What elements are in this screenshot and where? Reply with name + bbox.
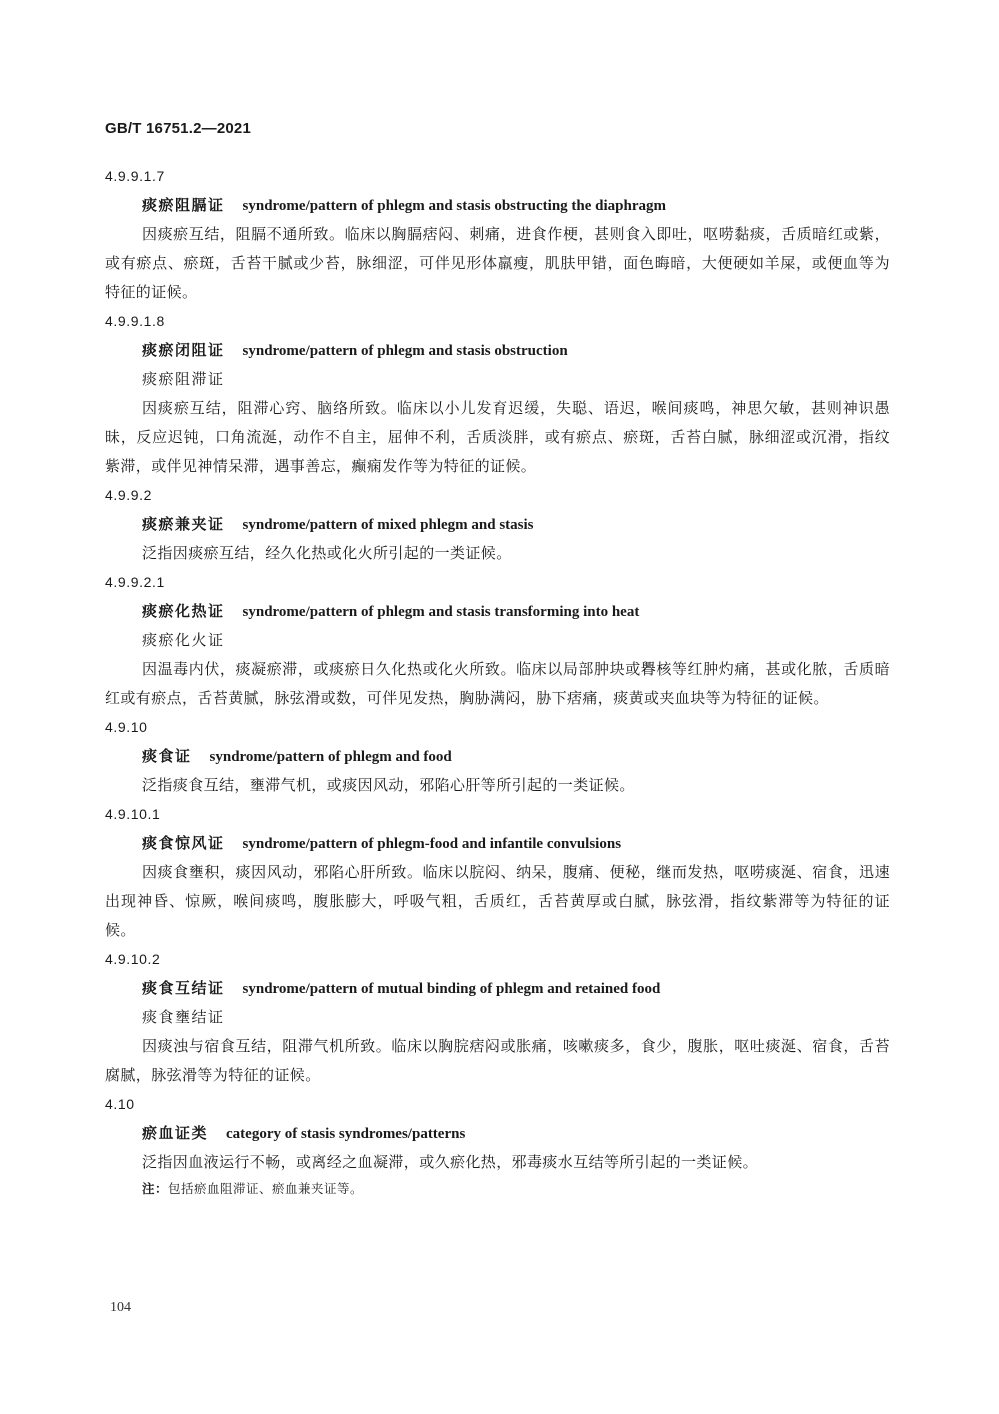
term-line [142, 597, 890, 626]
term-line [142, 974, 890, 1003]
term-chinese: 痰瘀兼夹证 [142, 515, 225, 533]
entry [105, 713, 890, 800]
page-number: 104 [110, 1300, 131, 1315]
term-line [142, 742, 890, 771]
definition: 泛指因血液运行不畅，或离经之血凝滞，或久瘀化热，邪毒痰水互结等所引起的一类证候。 [142, 1153, 759, 1171]
note [142, 1177, 890, 1201]
term-english: category of stasis syndromes/patterns [226, 1126, 466, 1142]
clause-number: 4.9.9.1.7 [105, 168, 165, 184]
term-english: syndrome/pattern of phlegm and food [209, 749, 452, 765]
synonym: 痰瘀阻滞证 [142, 370, 225, 388]
clause-number: 4.9.9.2.1 [105, 574, 165, 590]
definition: 泛指因痰瘀互结，经久化热或化火所引起的一类证候。 [142, 544, 512, 562]
entry [105, 1090, 890, 1201]
term-chinese: 瘀血证类 [142, 1124, 209, 1142]
clause-number: 4.9.10.1 [105, 806, 161, 822]
entry [105, 568, 890, 713]
term-chinese: 痰食互结证 [142, 979, 225, 997]
synonym: 痰瘀化火证 [142, 631, 225, 649]
clause-number: 4.9.9.1.8 [105, 313, 165, 329]
term-line [142, 1119, 890, 1148]
entry [105, 945, 890, 1090]
term-english: syndrome/pattern of mutual binding of phlegm and retained food [242, 981, 661, 997]
definition: 因痰浊与宿食互结，阻滞气机所致。临床以胸脘痞闷或胀痛，咳嗽痰多，食少，腹胀，呕吐痰涎、宿食，舌苔腐腻，脉弦滑等为特征的证候。 [105, 1037, 890, 1084]
clause-number: 4.9.10.2 [105, 951, 161, 967]
definition: 因痰瘀互结，阻滞心窍、脑络所致。临床以小儿发育迟缓，失聪、语迟，喉间痰鸣，神思欠敏，甚则神识愚昧，反应迟钝，口角流涎，动作不自主，屈伸不利，舌质淡胖，或有瘀点、瘀斑，舌苔白腻，脉细涩或沉滑，指纹紫滞，或伴见神情呆滞，遇事善忘，癫痫发作等为特征的证候。 [105, 399, 890, 475]
term-line [142, 336, 890, 365]
definition: 因温毒内伏，痰凝瘀滞，或痰瘀日久化热或化火所致。临床以局部肿块或臖核等红肿灼痛，甚或化脓，舌质暗红或有瘀点，舌苔黄腻，脉弦滑或数，可伴见发热，胸胁满闷，胁下痞痛，痰黄或夹血块等为特征的证候。 [105, 660, 890, 707]
term-chinese: 痰食惊风证 [142, 834, 225, 852]
term-english: syndrome/pattern of phlegm and stasis obstructing the diaphragm [242, 198, 667, 214]
term-english: syndrome/pattern of mixed phlegm and stasis [242, 517, 534, 533]
term-english: syndrome/pattern of phlegm and stasis obstruction [242, 343, 568, 359]
synonym: 痰食壅结证 [142, 1008, 225, 1026]
entry [105, 162, 890, 307]
clause-number: 4.9.9.2 [105, 487, 153, 503]
clause-number: 4.9.10 [105, 719, 148, 735]
note-label: 注： [142, 1181, 169, 1196]
term-line [142, 191, 890, 220]
term-chinese: 痰食证 [142, 747, 192, 765]
document-body [105, 162, 890, 1201]
entry [105, 481, 890, 568]
standard-id: GB/T 16751.2—2021 [105, 120, 251, 137]
clause-number: 4.10 [105, 1096, 135, 1112]
term-chinese: 痰瘀化热证 [142, 602, 225, 620]
entry [105, 800, 890, 945]
term-english: syndrome/pattern of phlegm and stasis transforming into heat [242, 604, 640, 620]
term-chinese: 痰瘀闭阻证 [142, 341, 225, 359]
term-english: syndrome/pattern of phlegm-food and infantile convulsions [242, 836, 622, 852]
term-line [142, 510, 890, 539]
note-text: 包括瘀血阻滞证、瘀血兼夹证等。 [168, 1181, 364, 1196]
entry [105, 307, 890, 481]
term-chinese: 痰瘀阻膈证 [142, 196, 225, 214]
definition: 泛指痰食互结，壅滞气机，或痰因风动，邪陷心肝等所引起的一类证候。 [142, 776, 635, 794]
definition: 因痰食壅积，痰因风动，邪陷心肝所致。临床以脘闷、纳呆，腹痛、便秘，继而发热，呕唠痰涎、宿食，迅速出现神昏、惊厥，喉间痰鸣，腹胀膨大，呼吸气粗，舌质红，舌苔黄厚或白腻，脉弦滑，指纹紫滞等为特征的证候。 [105, 863, 890, 939]
definition: 因痰瘀互结，阻膈不通所致。临床以胸膈痞闷、刺痛，进食作梗，甚则食入即吐，呕唠黏痰，舌质暗红或紫，或有瘀点、瘀斑，舌苔干腻或少苔，脉细涩，可伴见形体羸瘦，肌肤甲错，面色晦暗，大便硬如羊屎，或便血等为特征的证候。 [105, 225, 890, 301]
term-line [142, 829, 890, 858]
